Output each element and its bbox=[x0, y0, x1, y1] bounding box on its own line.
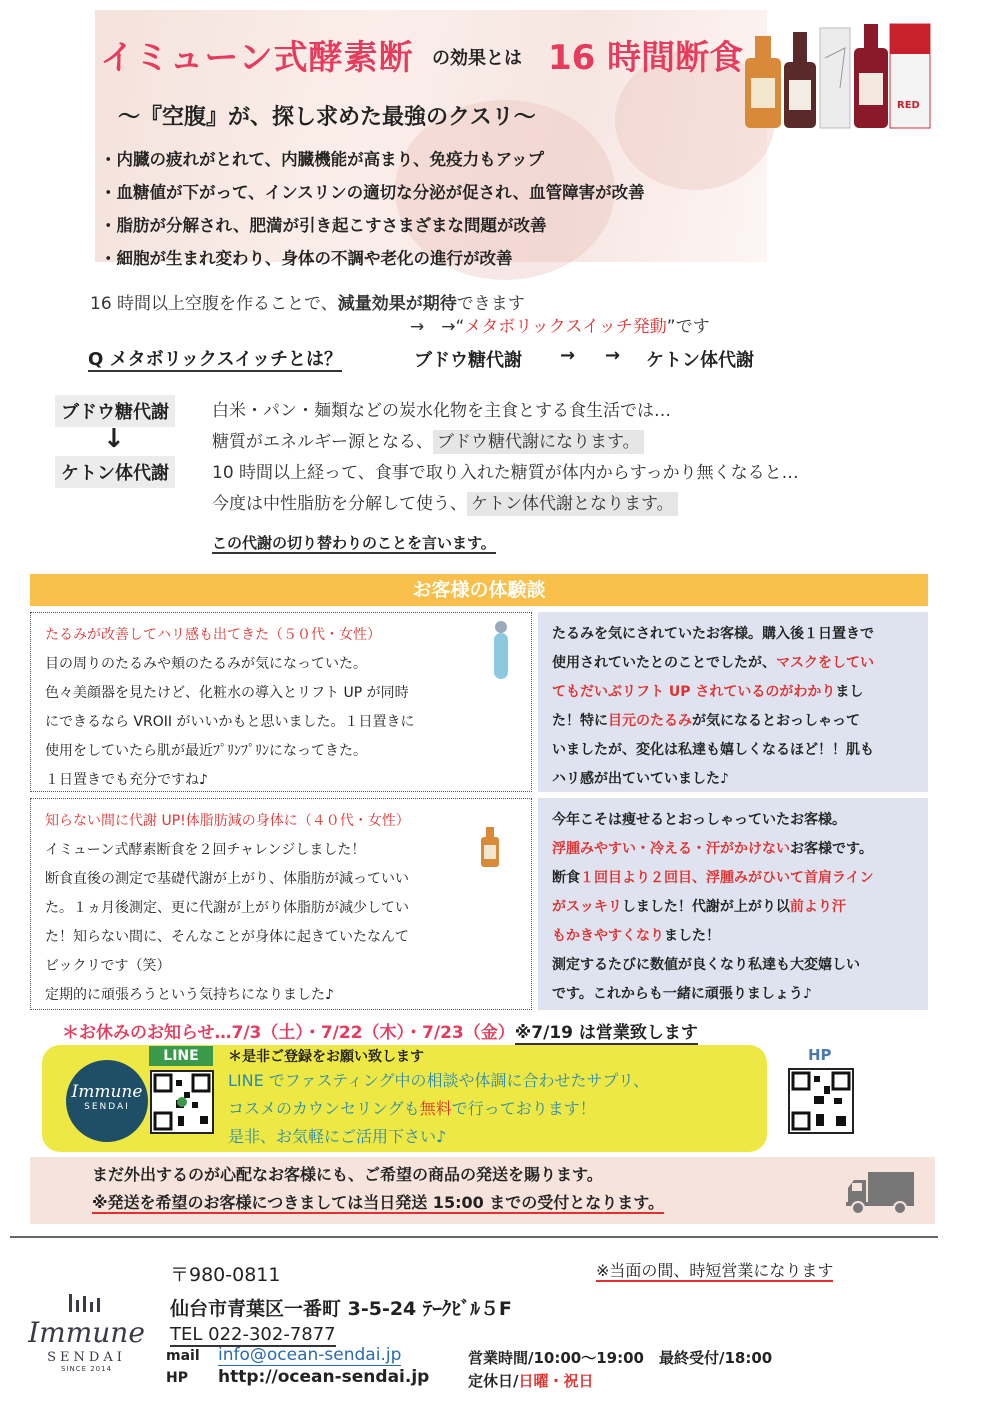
question-text: Q メタボリックスイッチとは？ bbox=[88, 349, 342, 370]
glucose-label: ブドウ糖代謝 bbox=[55, 395, 175, 427]
testimonial-line: 色々美顔器を見たけど、化粧水の導入とリフト UP が同時 bbox=[45, 685, 409, 701]
hero-title-mid: の効果とは bbox=[432, 48, 522, 69]
testimonials-heading: お客様の体験談 bbox=[30, 574, 928, 606]
reply-emphasis: 目元のたるみ bbox=[608, 713, 692, 729]
logo-bars-icon bbox=[67, 1290, 107, 1312]
down-arrow-icon: ↓ bbox=[103, 424, 125, 454]
enzyme-bottle-image bbox=[479, 827, 501, 867]
footer-logo bbox=[24, 1290, 149, 1405]
line-qr-code[interactable] bbox=[150, 1070, 214, 1134]
intro-arrows: → →“ bbox=[410, 317, 465, 337]
reply-line: です。これからも一緒に頑張りましょう♪ bbox=[552, 986, 812, 1002]
reply-line bbox=[552, 835, 914, 864]
benefit-item: ・脂肪が分解され、肥満が引き起こすさまざまな問題が改善 bbox=[100, 216, 547, 235]
metabolism-line: 10 時間以上経って、食事で取り入れた糖質が体内からすっかり無くなると… bbox=[212, 463, 799, 483]
testimonial-line: た。１ヵ月後測定、更に代謝が上がり体脂肪が減少してい bbox=[45, 900, 409, 916]
testimonial-line: 断食直後の測定で基礎代謝が上がり、体脂肪が減っていい bbox=[45, 871, 409, 887]
hero-title: イミューン式酵素断 bbox=[100, 38, 414, 78]
metabolism-line: 白米・パン・麺類などの炭水化物を主食とする食生活では… bbox=[212, 401, 671, 421]
metabolism-line bbox=[212, 427, 644, 452]
reply-line: 測定するたびに数値が良くなり私達も大変嬉しい bbox=[552, 957, 860, 973]
testimonial-line: ビックリです（笑） bbox=[45, 958, 171, 974]
benefit-item: ・血糖値が下がって、インスリンの適切な分泌が促され、血管障害が改善 bbox=[100, 183, 645, 202]
line-text: LINE でファスティング中の相談や体調に合わせたサプリ、 bbox=[228, 1071, 650, 1090]
shipping-deadline: ※発送を希望のお客様につきましては当日発送 15:00 までの受付となります。 bbox=[92, 1193, 665, 1212]
testimonial-line: 使用をしていたら肌が最近ﾌﾟﾘﾝﾌﾟﾘﾝになってきた。 bbox=[45, 743, 367, 759]
line-text: 是非、お気軽にご活用下さい♪ bbox=[228, 1127, 447, 1146]
testimonial-line: イミューン式酵素断食を２回チャレンジしました！ bbox=[45, 842, 366, 858]
reply-line bbox=[552, 678, 914, 707]
intro-line-2 bbox=[410, 312, 710, 337]
metabolism-summary bbox=[212, 532, 496, 553]
intro-text: できます bbox=[456, 294, 525, 314]
product-bottles-image bbox=[740, 18, 980, 130]
reply-emphasis: がスッキリ bbox=[552, 899, 622, 915]
reply-emphasis: もかきやすくなり bbox=[552, 928, 664, 944]
metabolism-highlight: ブドウ糖代謝になります。 bbox=[433, 430, 644, 454]
metabolism-text: 今度は中性脂肪を分解して使う、 bbox=[212, 494, 467, 514]
flow-ketone: ケトン体代謝 bbox=[646, 350, 754, 371]
bottle-label-text: RED bbox=[897, 100, 920, 111]
closed-label: 定休日/ bbox=[468, 1372, 519, 1390]
footer-short-hours bbox=[596, 1258, 833, 1281]
reply-line bbox=[552, 864, 914, 893]
hp-label: HP bbox=[808, 1046, 832, 1064]
reply-line bbox=[552, 922, 914, 951]
line-register-text: ＊是非ご登録をお願い致します bbox=[228, 1049, 424, 1065]
shipping-line-2 bbox=[92, 1190, 664, 1213]
reply-line: 今年こそは痩せるとおっしゃっていたお客様。 bbox=[552, 812, 846, 828]
reply-emphasis: 前より汗 bbox=[789, 899, 846, 915]
reply-text: お客様です。 bbox=[790, 841, 873, 857]
truck-icon bbox=[846, 1168, 916, 1216]
logo-text: Immune bbox=[71, 1082, 143, 1102]
reply-line bbox=[552, 707, 914, 736]
metabolism-line bbox=[212, 489, 678, 514]
beauty-device-image bbox=[486, 619, 516, 683]
reply-line: ハリ感が出ていていました♪ bbox=[552, 771, 729, 787]
testimonial-line: １日置きでも充分ですね♪ bbox=[45, 772, 208, 788]
staff-reply-card bbox=[538, 798, 928, 1010]
reply-emphasis: 浮腫みやすい・冷える・汗がかけない bbox=[552, 841, 790, 857]
footer-logo-since: SINCE 2014 bbox=[60, 1365, 113, 1373]
reply-text: しました！代謝が上がり以 bbox=[621, 899, 790, 915]
line-text-part: で行っております！ bbox=[451, 1099, 596, 1118]
intro-text: 16 時間以上空腹を作ることで、 bbox=[90, 294, 338, 314]
footer-closed bbox=[468, 1370, 594, 1391]
question-label bbox=[88, 345, 342, 371]
footer-zip: 〒980-0811 bbox=[170, 1264, 281, 1286]
intro-text: ”です bbox=[666, 317, 710, 337]
reply-emphasis: てもだいぶリフト UP されているのがわかり bbox=[552, 684, 836, 700]
footer-hours: 営業時間/10:00～19:00 最終受付/18:00 bbox=[468, 1349, 773, 1367]
reply-text: 断食 bbox=[552, 870, 580, 886]
testimonial-line: 目の周りのたるみや頬のたるみが気になっていた。 bbox=[45, 656, 367, 672]
staff-reply-card bbox=[538, 612, 928, 792]
reply-text: た！特に bbox=[552, 713, 608, 729]
reply-line: たるみを気にされていたお客様。購入後１日置きで bbox=[552, 626, 874, 642]
line-badge: LINE bbox=[149, 1046, 213, 1066]
testimonial-title: たるみが改善してハリ感も出てきた（５０代・女性） bbox=[45, 627, 381, 643]
line-text bbox=[228, 1096, 596, 1119]
reply-line bbox=[552, 893, 914, 922]
reply-text: まし bbox=[835, 684, 864, 700]
intro-emphasis: 減量効果が期待 bbox=[337, 294, 457, 314]
intro-line bbox=[90, 289, 525, 314]
testimonial-line: にできるなら VROII がいいかもと思いました。１日置きに bbox=[45, 714, 415, 730]
holiday-notice bbox=[62, 1018, 698, 1043]
reply-emphasis: １回目より２回目、浮腫みがひいて首肩ライン bbox=[580, 870, 874, 886]
hero-title-right: 16 時間断食 bbox=[548, 38, 744, 78]
hero-subtitle: ～『空腹』が、探し求めた最強のクスリ～ bbox=[118, 105, 536, 130]
footer-address: 仙台市青葉区一番町 3-5-24 ﾃｰｸﾋﾞﾙ５F bbox=[170, 1298, 512, 1320]
ketone-label: ケトン体代謝 bbox=[55, 456, 175, 488]
shipping-line: まだ外出するのが心配なお客様にも、ご希望の商品の発送を賜ります。 bbox=[92, 1165, 603, 1184]
reply-text: 使用されていたとのことでしたが、 bbox=[552, 655, 776, 671]
testimonial-card bbox=[30, 612, 532, 792]
reply-line bbox=[552, 649, 914, 678]
footer-logo-sub: SENDAI bbox=[47, 1350, 126, 1365]
footer-hp-link[interactable]: http://ocean-sendai.jp bbox=[218, 1367, 430, 1387]
holiday-open-note: ※7/19 は営業致します bbox=[514, 1023, 698, 1043]
footer-mail-link[interactable]: info@ocean-sendai.jp bbox=[218, 1345, 402, 1365]
metabolic-switch-text: メタボリックスイッチ発動 bbox=[464, 317, 667, 337]
free-emphasis: 無料 bbox=[419, 1099, 452, 1118]
flow-glucose: ブドウ糖代謝 bbox=[414, 350, 522, 371]
short-hours-text: ※当面の間、時短営業になります bbox=[596, 1261, 834, 1280]
metabolism-highlight: ケトン体代謝となります。 bbox=[467, 492, 678, 516]
closed-days: 日曜・祝日 bbox=[518, 1372, 594, 1390]
tel-link[interactable]: TEL 022-302-7877 bbox=[170, 1324, 336, 1345]
benefit-item: ・細胞が生まれ変わり、身体の不調や老化の進行が改善 bbox=[100, 249, 513, 268]
holiday-dates: ＊お休みのお知らせ…7/3（土）・7/22（木）・7/23（金） bbox=[62, 1023, 515, 1043]
hp-qr-code[interactable] bbox=[788, 1068, 854, 1134]
testimonial-line: 定期的に頑張ろうという気持ちになりました♪ bbox=[45, 987, 334, 1003]
metabolism-text: 糖質がエネルギー源となる、 bbox=[212, 432, 433, 452]
footer-hp-label: HP bbox=[166, 1370, 188, 1386]
flow-arrow: → bbox=[560, 345, 576, 366]
footer-tel bbox=[170, 1324, 336, 1345]
footer-logo-text: Immune bbox=[28, 1316, 145, 1349]
reply-emphasis: マスクをしてい bbox=[776, 655, 874, 671]
line-logo bbox=[66, 1060, 148, 1142]
testimonial-line: た！知らない間に、そんなことが身体に起きていたなんて bbox=[45, 929, 409, 945]
reply-line: いましたが、変化は私達も嬉しくなるほど！！肌も bbox=[552, 742, 874, 758]
summary-text: この代謝の切り替わりのことを言います。 bbox=[212, 534, 496, 552]
footer-divider bbox=[10, 1236, 938, 1238]
logo-subtext: SENDAI bbox=[84, 1102, 130, 1112]
footer-mail-label: mail bbox=[166, 1348, 200, 1364]
benefit-item: ・内臓の疲れがとれて、内臓機能が高まり、免疫力もアップ bbox=[100, 150, 545, 169]
testimonial-title: 知らない間に代謝 UP!体脂肪減の身体に（４０代・女性） bbox=[45, 813, 410, 829]
reply-text: ました！ bbox=[664, 928, 720, 944]
testimonial-card bbox=[30, 798, 532, 1010]
reply-text: が気になるとおっしゃって bbox=[692, 713, 860, 729]
line-text-part: コスメのカウンセリングも bbox=[228, 1099, 420, 1118]
flow-arrow: → bbox=[605, 345, 621, 366]
